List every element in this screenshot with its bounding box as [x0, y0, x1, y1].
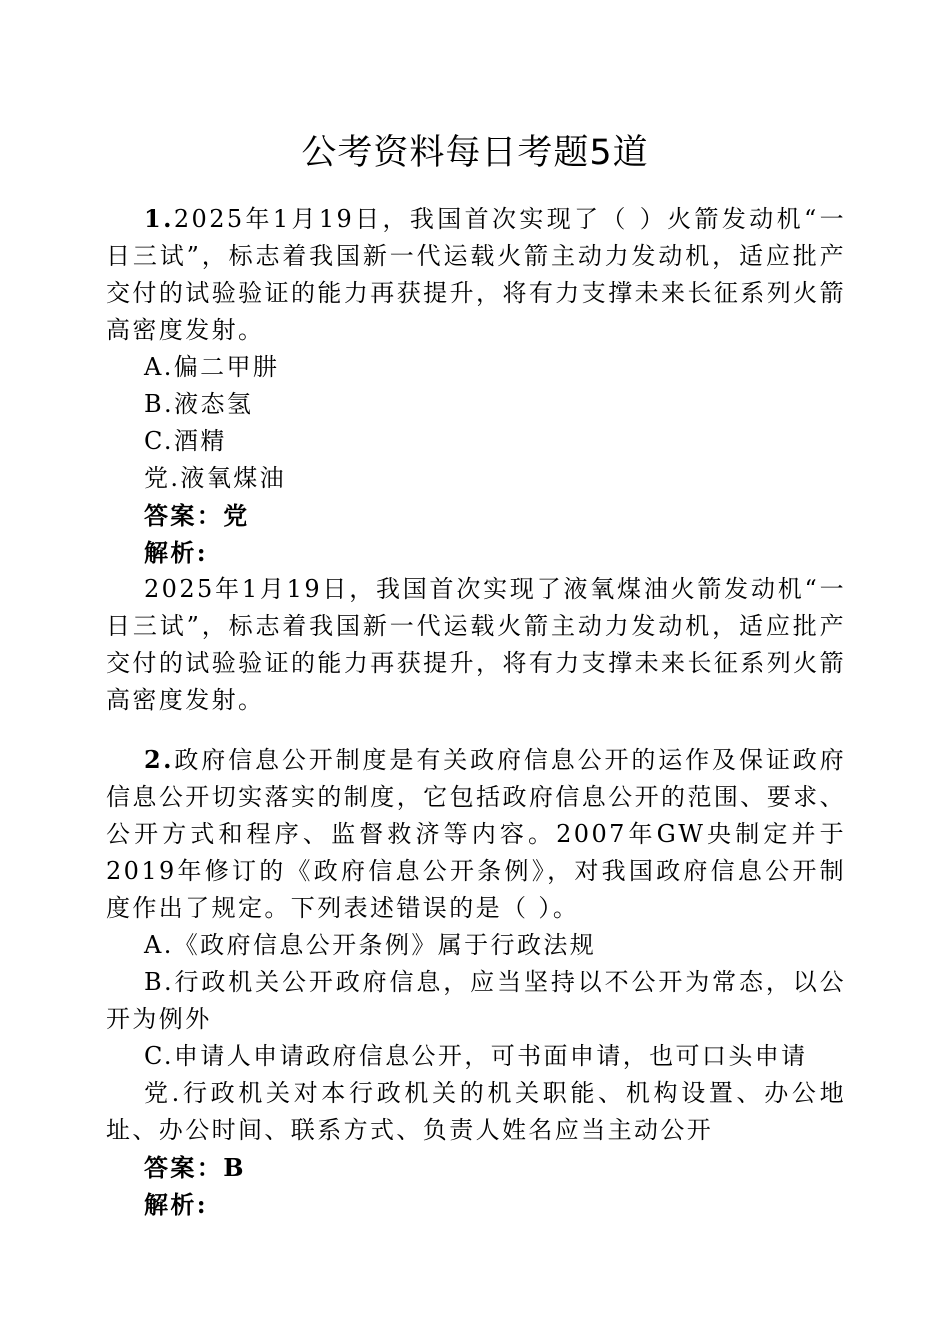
question-stem: [106, 741, 846, 927]
question-text: 政府信息公开制度是有关政府信息公开的运作及保证政府信息公开切实落实的制度，它包括政府信息公开的范围、要求、公开方式和程序、监督救济等内容。2007年GW央制定并于2019年修订的《政府信息公开条例》，对我国政府信息公开制度作出了规定。下列表述错误的是（ ）。: [106, 746, 846, 922]
option-a: A.《政府信息公开条例》属于行政法规: [144, 931, 597, 959]
question-1: [106, 200, 846, 719]
answer-line: [106, 497, 846, 534]
option-b: B.液态氢: [144, 390, 254, 418]
analysis-text: 2025年1月19日，我国首次实现了液氧煤油火箭发动机“一日三试”，标志着我国新一代运载火箭主动力发动机，适应批产交付的试验验证的能力再获提升，将有力支撑未来长征系列火箭高密度发射。: [106, 575, 846, 714]
analysis-label: 解析:: [144, 1190, 209, 1219]
answer-line: [106, 1149, 846, 1186]
option-c: C.酒精: [144, 427, 227, 455]
answer-label: 答案：: [144, 1153, 224, 1182]
answer-value: B: [223, 1153, 246, 1182]
question-stem: [106, 200, 846, 349]
question-number: 2.: [144, 745, 174, 774]
option-a: A.偏二甲肼: [144, 353, 280, 381]
option-c: C.申请人申请政府信息公开，可书面申请，也可口头申请: [144, 1042, 808, 1070]
option-b: B.行政机关公开政府信息，应当坚持以不公开为常态，以公开为例外: [106, 968, 846, 1033]
option-d: 党.液氧煤油: [144, 464, 287, 492]
answer-value: 党: [223, 501, 250, 530]
question-number: 1.: [144, 204, 174, 233]
analysis-label: 解析:: [144, 538, 209, 567]
option-d: 党.行政机关对本行政机关的机关职能、机构设置、办公地址、办公时间、联系方式、负责人姓名应当主动公开: [106, 1079, 846, 1144]
page-title: 公考资料每日考题5道: [301, 133, 649, 173]
question-2: [106, 741, 846, 1223]
question-text: 2025年1月19日，我国首次实现了（ ）火箭发动机“一日三试”，标志着我国新一代运载火箭主动力发动机，适应批产交付的试验验证的能力再获提升，将有力支撑未来长征系列火箭高密度发射。: [106, 205, 846, 344]
answer-label: 答案：: [144, 501, 224, 530]
